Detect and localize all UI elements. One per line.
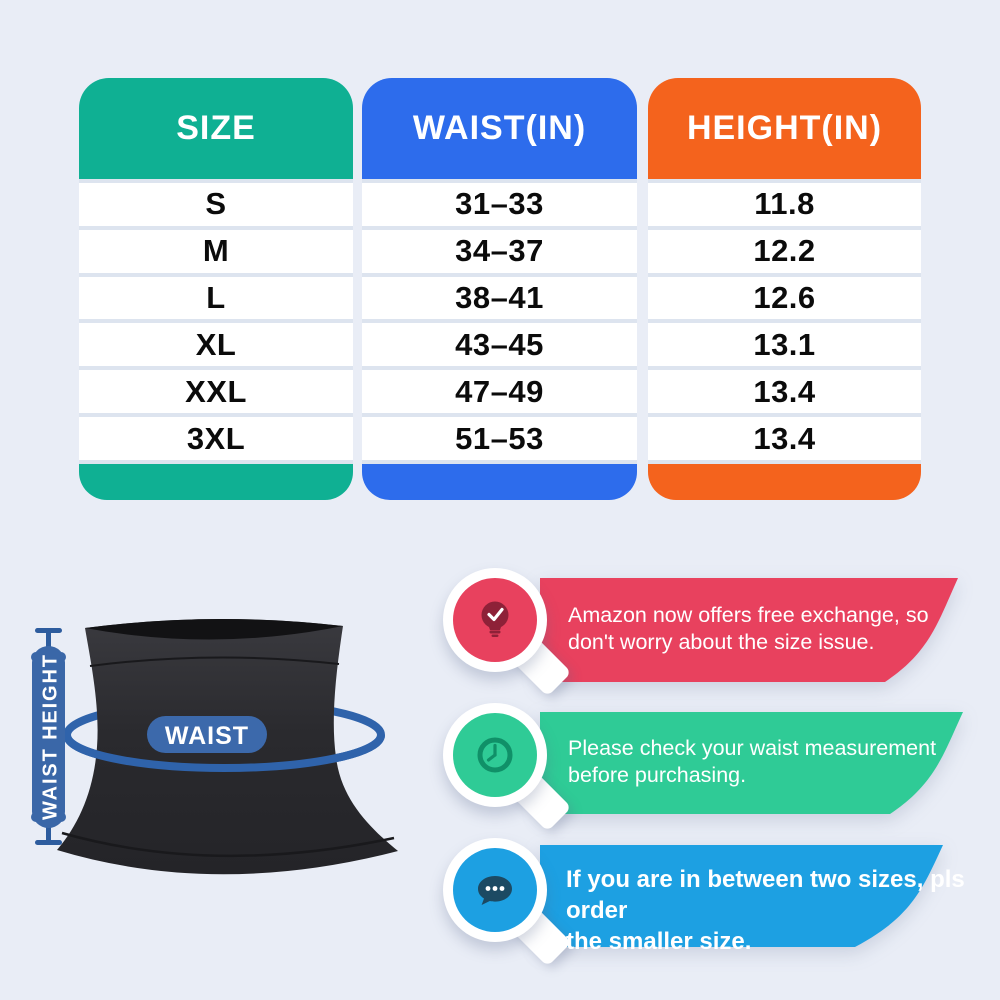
waist-column-header: WAIST(IN) [362,78,637,179]
waist-column [362,78,637,500]
size-cell: XXL [79,370,353,413]
height-cell: 13.1 [648,323,921,366]
height-cell: 13.4 [648,417,921,460]
exchange-banner-line2: don't worry about the size issue. [568,630,875,654]
height-column-footer [648,464,921,500]
between-sizes-line1: If you are in between two sizes, pls order [566,866,965,924]
between-sizes-banner-text [566,864,966,957]
waist-column-rows [362,179,637,464]
waist-column-footer [362,464,637,500]
size-column-header: SIZE [79,78,353,179]
size-cell: S [79,183,353,226]
height-cell: 12.6 [648,277,921,320]
waist-cell: 47–49 [362,370,637,413]
height-cell: 11.8 [648,183,921,226]
waist-cell: 43–45 [362,323,637,366]
size-column [79,78,353,500]
height-column [648,78,921,500]
size-cell: XL [79,323,353,366]
waist-tag-label: WAIST [164,722,250,750]
size-cell: M [79,230,353,273]
measure-badge [443,703,547,807]
size-column-footer [79,464,353,500]
height-column-rows [648,179,921,464]
size-cell: L [79,277,353,320]
exchange-banner-text [568,602,968,656]
size-column-rows [79,179,353,464]
waist-cell: 31–33 [362,183,637,226]
height-dimension-cap-top [35,628,62,633]
lightbulb-check-icon [453,578,537,662]
height-cell: 13.4 [648,370,921,413]
waist-cell: 34–37 [362,230,637,273]
measure-banner-line2: before purchasing. [568,763,747,787]
exchange-banner-line1: Amazon now offers free exchange, so [568,603,929,627]
clock-icon [453,713,537,797]
between-sizes-badge [443,838,547,942]
size-cell: 3XL [79,417,353,460]
chat-dots-icon [453,848,537,932]
measure-banner-text [568,735,968,789]
height-cell: 12.2 [648,230,921,273]
measure-banner-line1: Please check your waist measurement [568,736,937,760]
height-column-header: HEIGHT(IN) [648,78,921,179]
height-tag-label: WAIST HEIGHT [39,654,62,820]
exchange-badge [443,568,547,672]
height-dimension-cap-bottom [35,840,62,845]
waist-trainer-illustration [0,588,460,918]
waist-cell: 38–41 [362,277,637,320]
between-sizes-line2: the smaller size. [566,928,752,955]
waist-cell: 51–53 [362,417,637,460]
